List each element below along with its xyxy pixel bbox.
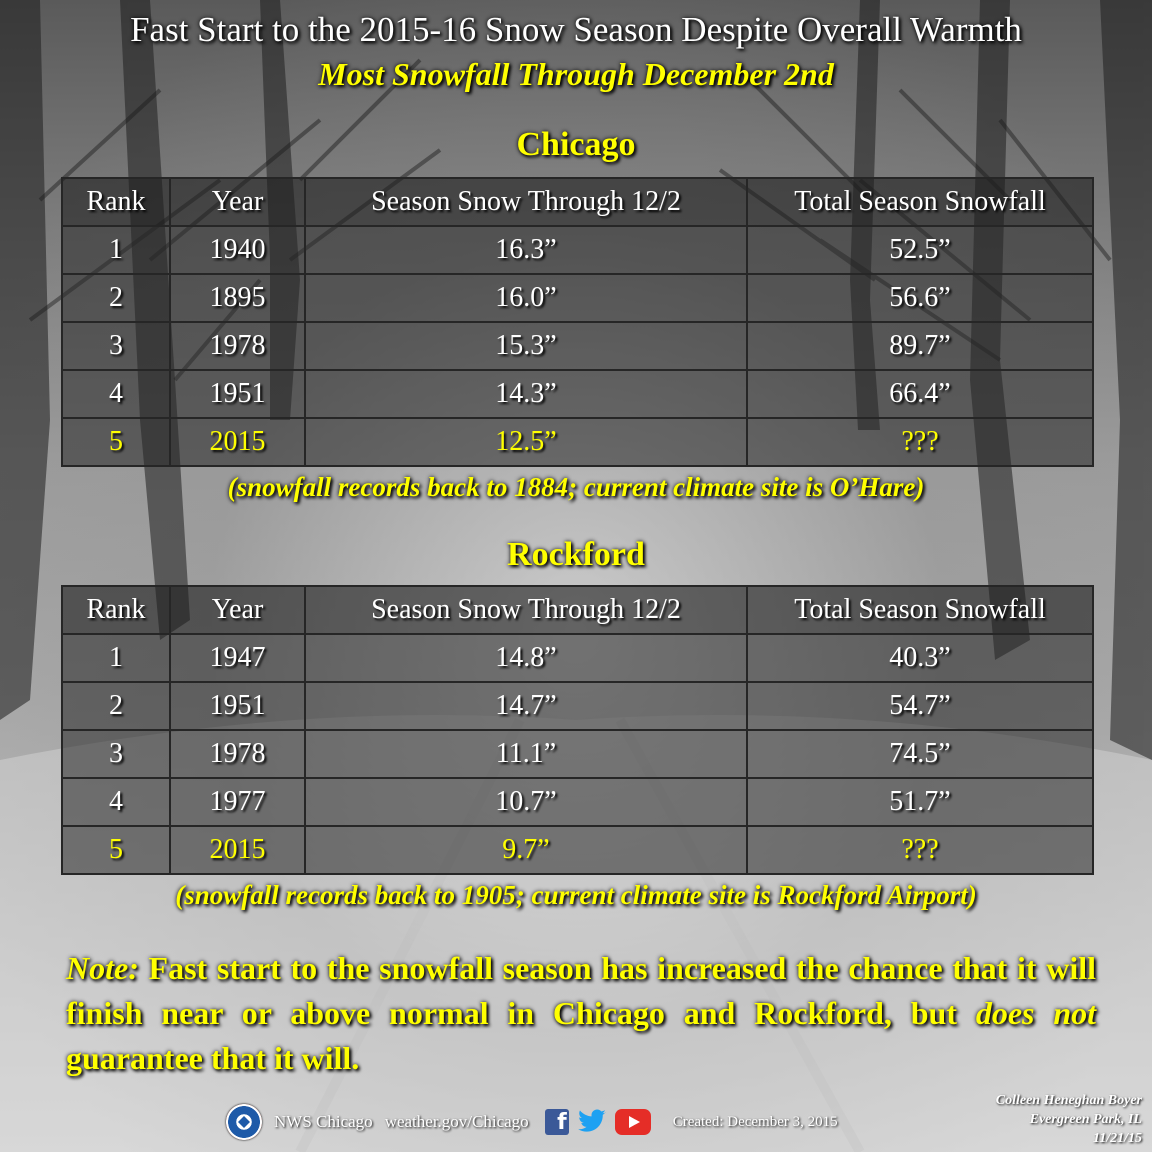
through-cell: 14.8” (305, 634, 747, 682)
year-cell: 1947 (170, 634, 305, 682)
table-header-row (62, 586, 1093, 634)
chicago-footnote: (snowfall records back to 1884; current climate site is O’Hare) (227, 472, 925, 502)
credit-name: Colleen Heneghan Boyer (995, 1093, 1142, 1108)
total-cell: 52.5” (747, 226, 1093, 274)
credit-date: 11/21/15 (1092, 1131, 1142, 1146)
total-cell: 54.7” (747, 682, 1093, 730)
social-links (545, 1109, 651, 1135)
rank-cell: 5 (62, 418, 170, 466)
through-cell: 12.5” (305, 418, 747, 466)
rockford-footnote: (snowfall records back to 1905; current climate site is Rockford Airport) (175, 880, 977, 910)
total-cell: 51.7” (747, 778, 1093, 826)
page-subtitle: Most Snowfall Through December 2nd (318, 56, 834, 92)
total-cell: 56.6” (747, 274, 1093, 322)
rank-cell: 4 (62, 370, 170, 418)
year-cell: 1978 (170, 730, 305, 778)
through-cell: 16.3” (305, 226, 747, 274)
rank-cell: 2 (62, 682, 170, 730)
chicago-section-title: Chicago (516, 126, 636, 163)
through-cell: 16.0” (305, 274, 747, 322)
column-header-rank: Rank (62, 178, 170, 226)
rank-cell: 2 (62, 274, 170, 322)
footer-url-link[interactable]: weather.gov/Chicago (384, 1112, 529, 1131)
year-cell: 2015 (170, 418, 305, 466)
rank-cell: 3 (62, 730, 170, 778)
year-cell: 1940 (170, 226, 305, 274)
table-row (62, 682, 1093, 730)
note-text-after: guarantee that it will. (66, 1040, 360, 1076)
footer-org: NWS Chicago (274, 1112, 373, 1131)
through-cell: 15.3” (305, 322, 747, 370)
note-paragraph (66, 946, 1096, 1081)
table-row (62, 274, 1093, 322)
table-row (62, 226, 1093, 274)
note-label: Note: (66, 950, 139, 986)
through-cell: 10.7” (305, 778, 747, 826)
credit-location: Evergreen Park, IL (1029, 1112, 1142, 1127)
total-cell: 89.7” (747, 322, 1093, 370)
total-cell: ??? (747, 826, 1093, 874)
total-cell: 40.3” (747, 634, 1093, 682)
year-cell: 2015 (170, 826, 305, 874)
year-cell: 1978 (170, 322, 305, 370)
total-cell: 66.4” (747, 370, 1093, 418)
table-row (62, 370, 1093, 418)
twitter-icon[interactable] (577, 1109, 607, 1135)
table-row (62, 730, 1093, 778)
column-header-rank: Rank (62, 586, 170, 634)
table-row (62, 322, 1093, 370)
column-header-total: Total Season Snowfall (747, 178, 1093, 226)
rockford-section-title: Rockford (507, 536, 645, 573)
table-row-highlight (62, 826, 1093, 874)
rank-cell: 1 (62, 634, 170, 682)
note-text-before: Fast start to the snowfall season has increased the chance that it will finish near or above normal in Chicago and Rockford, but (66, 950, 1096, 1031)
youtube-icon[interactable] (615, 1109, 651, 1135)
through-cell: 14.7” (305, 682, 747, 730)
table-header-row (62, 178, 1093, 226)
rank-cell: 4 (62, 778, 170, 826)
page-title: Fast Start to the 2015-16 Snow Season Despite Overall Warmth (130, 10, 1022, 49)
column-header-through: Season Snow Through 12/2 (305, 586, 747, 634)
year-cell: 1977 (170, 778, 305, 826)
chicago-table (61, 177, 1094, 467)
photo-credit (940, 1091, 1142, 1148)
column-header-year: Year (170, 178, 305, 226)
nws-logo-icon (226, 1104, 262, 1140)
column-header-total: Total Season Snowfall (747, 586, 1093, 634)
table-row (62, 778, 1093, 826)
facebook-icon[interactable]: f (545, 1109, 569, 1135)
through-cell: 14.3” (305, 370, 747, 418)
footer-bar (226, 1104, 838, 1140)
total-cell: ??? (747, 418, 1093, 466)
rank-cell: 3 (62, 322, 170, 370)
created-date: Created: December 3, 2015 (672, 1113, 838, 1130)
rockford-table (61, 585, 1094, 875)
year-cell: 1951 (170, 682, 305, 730)
through-cell: 9.7” (305, 826, 747, 874)
column-header-through: Season Snow Through 12/2 (305, 178, 747, 226)
rank-cell: 5 (62, 826, 170, 874)
total-cell: 74.5” (747, 730, 1093, 778)
year-cell: 1895 (170, 274, 305, 322)
rank-cell: 1 (62, 226, 170, 274)
table-row-highlight (62, 418, 1093, 466)
note-emphasis: does not (975, 995, 1097, 1031)
through-cell: 11.1” (305, 730, 747, 778)
table-row (62, 634, 1093, 682)
column-header-year: Year (170, 586, 305, 634)
year-cell: 1951 (170, 370, 305, 418)
